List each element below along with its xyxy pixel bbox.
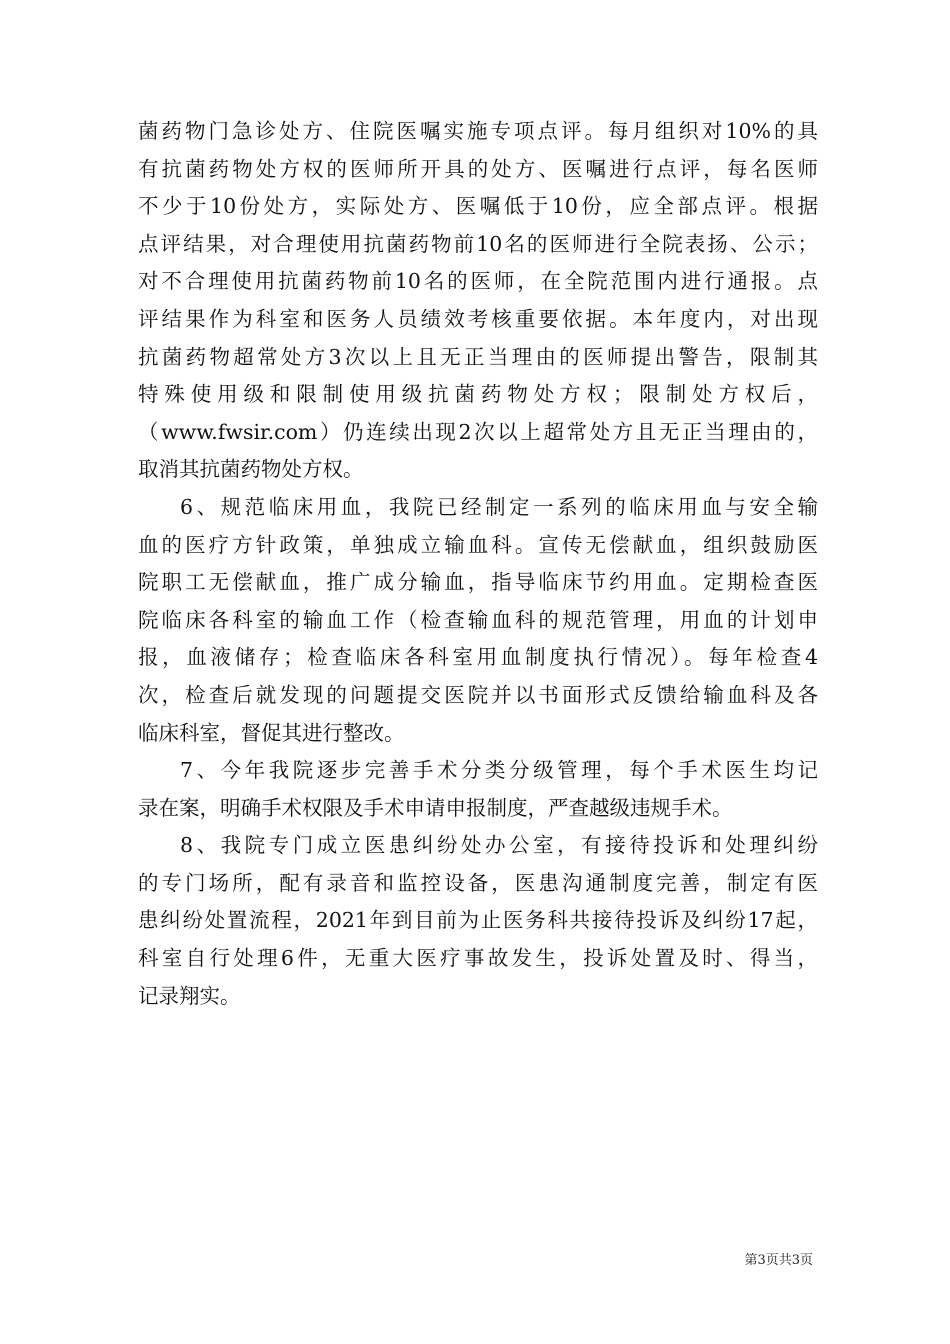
paragraph-blood-use xyxy=(138,489,818,752)
text-line: 7、今年我院逐步完善手术分类分级管理，每个手术医生均记 xyxy=(180,758,818,783)
text-line: 临床科室，督促其进行整改。 xyxy=(138,720,405,745)
text-line: 科室自行处理6件，无重大医疗事故发生，投诉处置及时、得当， xyxy=(138,946,818,971)
text-line: 院临床各科室的输血工作（检查输血科的规范管理，用血的计划申 xyxy=(138,607,818,632)
text-line: 有抗菌药物处方权的医师所开具的处方、医嘱进行点评，每名医师 xyxy=(138,156,818,181)
text-line: 不少于10份处方，实际处方、医嘱低于10份，应全部点评。根据 xyxy=(138,194,818,219)
document-body xyxy=(138,113,818,1015)
text-line: 血的医疗方针政策，单独成立输血科。宣传无偿献血，组织鼓励医 xyxy=(138,532,818,557)
text-line: 特殊使用级和限制使用级抗菌药物处方权；限制处方权后， xyxy=(138,382,818,407)
text-line: 评结果作为科室和医务人员绩效考核重要依据。本年度内，对出现 xyxy=(138,306,818,331)
text-line: 8、我院专门成立医患纠纷处办公室，有接待投诉和处理纠纷 xyxy=(180,833,818,858)
text-line: 点评结果，对合理使用抗菌药物前10名的医师进行全院表扬、公示； xyxy=(138,231,818,256)
text-line: 对不合理使用抗菌药物前10名的医师，在全院范围内进行通报。点 xyxy=(138,269,818,294)
text-line: 6、规范临床用血，我院已经制定一系列的临床用血与安全输 xyxy=(180,494,818,519)
paragraph-antibiotics-review xyxy=(138,113,818,489)
text-line: 菌药物门急诊处方、住院医嘱实施专项点评。每月组织对10%的具 xyxy=(138,119,818,143)
page-number: 第3页共3页 xyxy=(744,1253,813,1268)
text-line: 患纠纷处置流程，2021年到目前为止医务科共接待投诉及纠纷17起， xyxy=(138,908,818,933)
text-line: 院职工无偿献血，推广成分输血，指导临床节约用血。定期检查医 xyxy=(138,570,818,595)
text-line: 次，检查后就发现的问题提交医院并以书面形式反馈给输血科及各 xyxy=(138,682,818,707)
text-line: 报，血液储存；检查临床各科室用血制度执行情况）。每年检查4 xyxy=(138,645,818,670)
text-line: 取消其抗菌药物处方权。 xyxy=(138,457,364,482)
text-line: 记录翔实。 xyxy=(138,983,241,1008)
text-line: 的专门场所，配有录音和监控设备，医患沟通制度完善，制定有医 xyxy=(138,870,818,895)
paragraph-dispute-office xyxy=(138,827,818,1015)
text-line: 录在案，明确手术权限及手术申请申报制度，严查越级违规手术。 xyxy=(138,795,733,820)
text-line: 抗菌药物超常处方3次以上且无正当理由的医师提出警告，限制其 xyxy=(138,344,818,369)
text-line: （www.fwsir.com）仍连续出现2次以上超常处方且无正当理由的， xyxy=(138,419,818,444)
paragraph-surgery-management xyxy=(138,752,818,827)
